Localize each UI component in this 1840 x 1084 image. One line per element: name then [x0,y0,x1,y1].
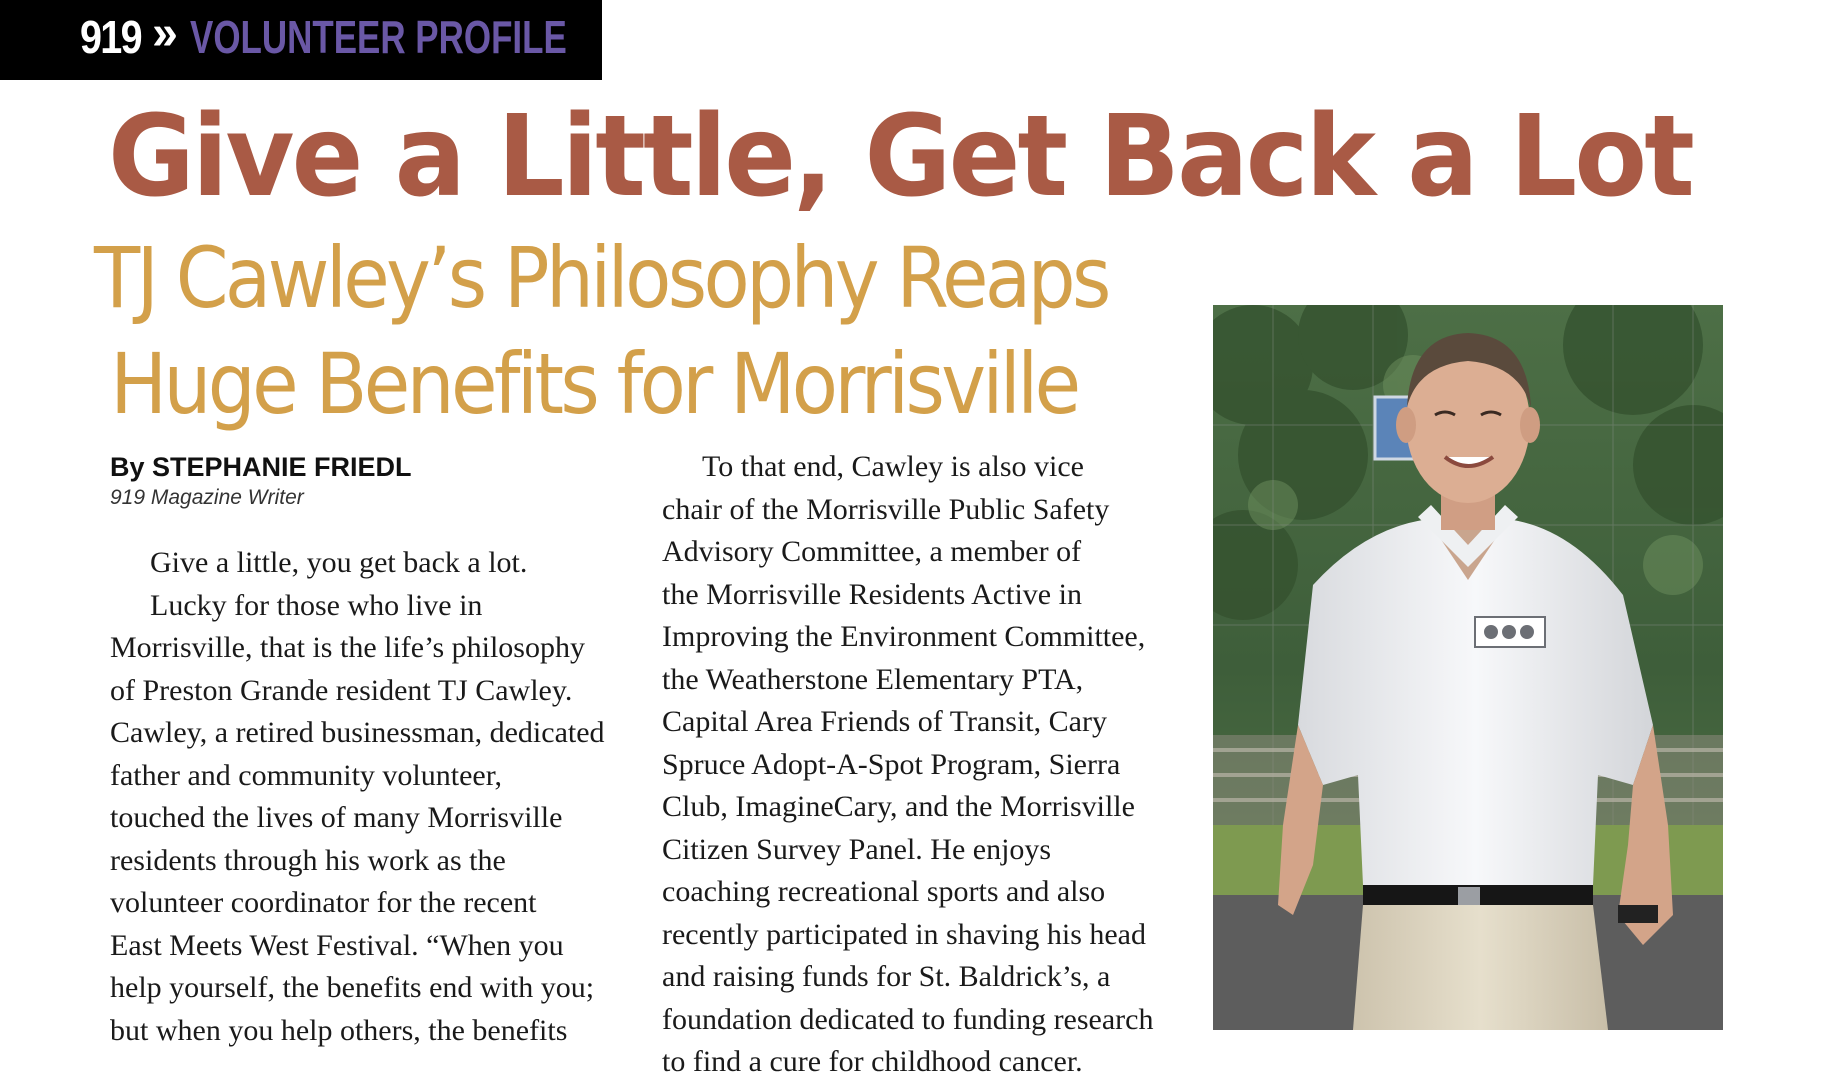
article-column-1 [110,542,630,1052]
column-1-line: residents through his work as the [110,843,506,877]
column-1-line: Give a little, you get back a lot. [150,546,528,579]
column-2-line: Spruce Adopt-A-Spot Program, Sierra [662,747,1121,781]
column-2-line: to find a cure for childhood cancer. [662,1045,1083,1078]
column-2-line: foundation dedicated to funding research [662,1002,1154,1036]
column-2-line: the Morrisville Residents Active in [662,577,1082,611]
volunteer-portrait-photo [1213,305,1723,1030]
subhead-line-2: Huge Benefits for Morrisville [110,335,1078,433]
column-1-line: father and community volunteer, [110,758,503,792]
column-2-line: chair of the Morrisville Public Safety [662,492,1110,526]
section-header-bar [0,0,602,80]
column-1-line: East Meets West Festival. “When you [110,928,564,962]
portrait-illustration [1213,305,1723,1030]
column-1-line: help yourself, the benefits end with you; [110,971,595,1004]
writer-title: 919 Magazine Writer [110,486,304,509]
subhead-line-1: TJ Cawley’s Philosophy Reaps [94,229,1108,327]
column-2-line: Improving the Environment Committee, [662,620,1146,653]
column-1-line: Morrisville, that is the life’s philosophy [110,631,585,664]
column-1-line: Lucky for those who live in [150,588,483,622]
article-subhead [94,225,1108,437]
section-label: VOLUNTEER PROFILE [190,11,567,63]
section-number: 919 [80,11,141,63]
article-headline: Give a Little, Get Back a Lot [108,92,1693,222]
column-2-line: Citizen Survey Panel. He enjoys [662,832,1052,866]
column-2-line: coaching recreational sports and also [662,875,1106,908]
column-1-line: touched the lives of many Morrisville [110,801,563,834]
column-1-line: but when you help others, the benefits [110,1013,568,1047]
column-2-line: Advisory Committee, a member of [662,535,1082,568]
byline: By STEPHANIE FRIEDL [110,452,412,482]
section-arrows: ›› [152,7,172,60]
column-1-line: volunteer coordinator for the recent [110,886,537,919]
column-2-line: Club, ImagineCary, and the Morrisville [662,790,1135,823]
column-2-line: the Weatherstone Elementary PTA, [662,662,1084,696]
column-2-line: To that end, Cawley is also vice [702,450,1084,483]
column-2-line: recently participated in shaving his head [662,917,1146,951]
column-1-line: of Preston Grande resident TJ Cawley. [110,673,573,707]
column-1-line: Cawley, a retired businessman, dedicated [110,716,605,749]
column-2-line: and raising funds for St. Baldrick’s, a [662,960,1111,993]
shirt-logo [1475,617,1545,647]
column-2-line: Capital Area Friends of Transit, Cary [662,705,1107,738]
article-column-2 [662,446,1172,1084]
